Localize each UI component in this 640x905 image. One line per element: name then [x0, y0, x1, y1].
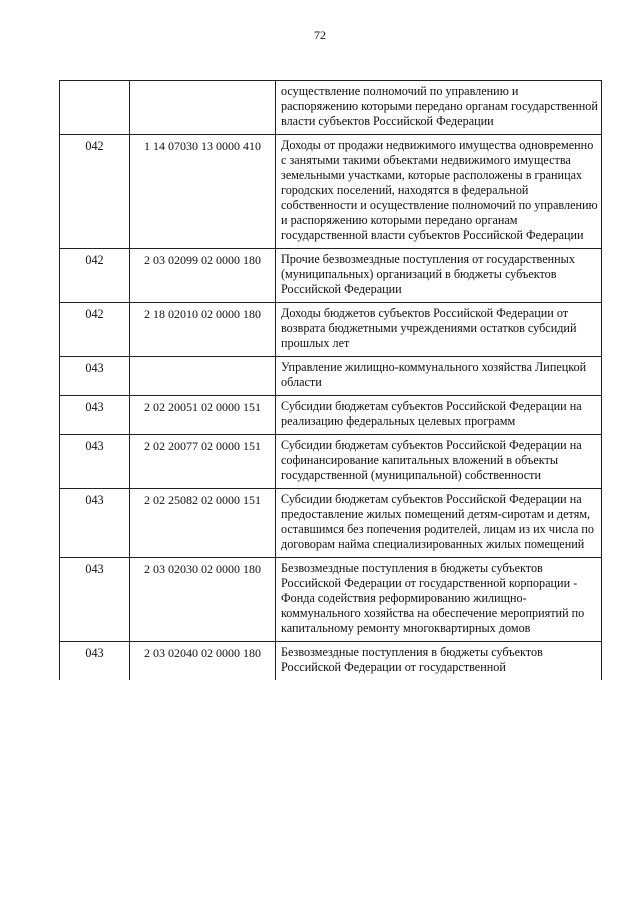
- description-cell: Безвозмездные поступления в бюджеты субъектов Российской Федерации от государственной: [276, 642, 602, 681]
- description-cell: Доходы от продажи недвижимого имущества одновременно с занятыми такими объектами недвижимого имущества земельными участками, которые расположены в границах городских поселений, находятся в федеральной собственности и осуществление полномочий по управлению и распоряжению которыми передано органам государственной власти субъектов Российской Федерации: [276, 135, 602, 249]
- description-cell: Управление жилищно-коммунального хозяйства Липецкой области: [276, 357, 602, 396]
- budget-classification-code-cell: 2 02 20077 02 0000 151: [130, 435, 276, 489]
- admin-code-cell: 042: [60, 249, 130, 303]
- table-row: [60, 135, 602, 249]
- description-cell: Субсидии бюджетам субъектов Российской Федерации на предоставление жилых помещений детям-сиротам и детям, оставшимся без попечения родителей, лицам из их числа по договорам найма специализированных жилых помещений: [276, 489, 602, 558]
- budget-classification-code-cell: 2 02 25082 02 0000 151: [130, 489, 276, 558]
- admin-code-cell: 042: [60, 135, 130, 249]
- table-row: [60, 81, 602, 135]
- admin-code-cell: [60, 81, 130, 135]
- admin-code-cell: 043: [60, 435, 130, 489]
- table-row: [60, 558, 602, 642]
- budget-classification-code-cell: [130, 81, 276, 135]
- budget-classification-code-cell: [130, 357, 276, 396]
- description-cell: Безвозмездные поступления в бюджеты субъектов Российской Федерации от государственной корпорации - Фонда содействия реформированию жилищно-коммунального хозяйства на обеспечение мероприятий по капитальному ремонту многоквартирных домов: [276, 558, 602, 642]
- description-cell: Субсидии бюджетам субъектов Российской Федерации на реализацию федеральных целевых программ: [276, 396, 602, 435]
- budget-classification-code-cell: 2 03 02030 02 0000 180: [130, 558, 276, 642]
- description-cell: осуществление полномочий по управлению и распоряжению которыми передано органам государственной власти субъектов Российской Федерации: [276, 81, 602, 135]
- budget-classification-code-cell: 2 02 20051 02 0000 151: [130, 396, 276, 435]
- table-row: [60, 396, 602, 435]
- table-row: [60, 489, 602, 558]
- budget-classification-code-cell: 1 14 07030 13 0000 410: [130, 135, 276, 249]
- description-cell: Прочие безвозмездные поступления от государственных (муниципальных) организаций в бюджеты субъектов Российской Федерации: [276, 249, 602, 303]
- description-cell: Доходы бюджетов субъектов Российской Федерации от возврата бюджетными учреждениями остатков субсидий прошлых лет: [276, 303, 602, 357]
- table-row: [60, 303, 602, 357]
- admin-code-cell: 042: [60, 303, 130, 357]
- budget-classification-code-cell: 2 03 02099 02 0000 180: [130, 249, 276, 303]
- budget-classification-code-cell: 2 18 02010 02 0000 180: [130, 303, 276, 357]
- table-row: [60, 642, 602, 681]
- description-cell: Субсидии бюджетам субъектов Российской Федерации на софинансирование капитальных вложений в объекты государственной (муниципальной) собственности: [276, 435, 602, 489]
- admin-code-cell: 043: [60, 396, 130, 435]
- table-row: [60, 357, 602, 396]
- table-row: [60, 249, 602, 303]
- admin-code-cell: 043: [60, 357, 130, 396]
- admin-code-cell: 043: [60, 642, 130, 681]
- admin-code-cell: 043: [60, 489, 130, 558]
- budget-classification-code-cell: 2 03 02040 02 0000 180: [130, 642, 276, 681]
- admin-code-cell: 043: [60, 558, 130, 642]
- page-number: 72: [314, 28, 326, 42]
- table-row: [60, 435, 602, 489]
- revenue-codes-table: [59, 80, 602, 680]
